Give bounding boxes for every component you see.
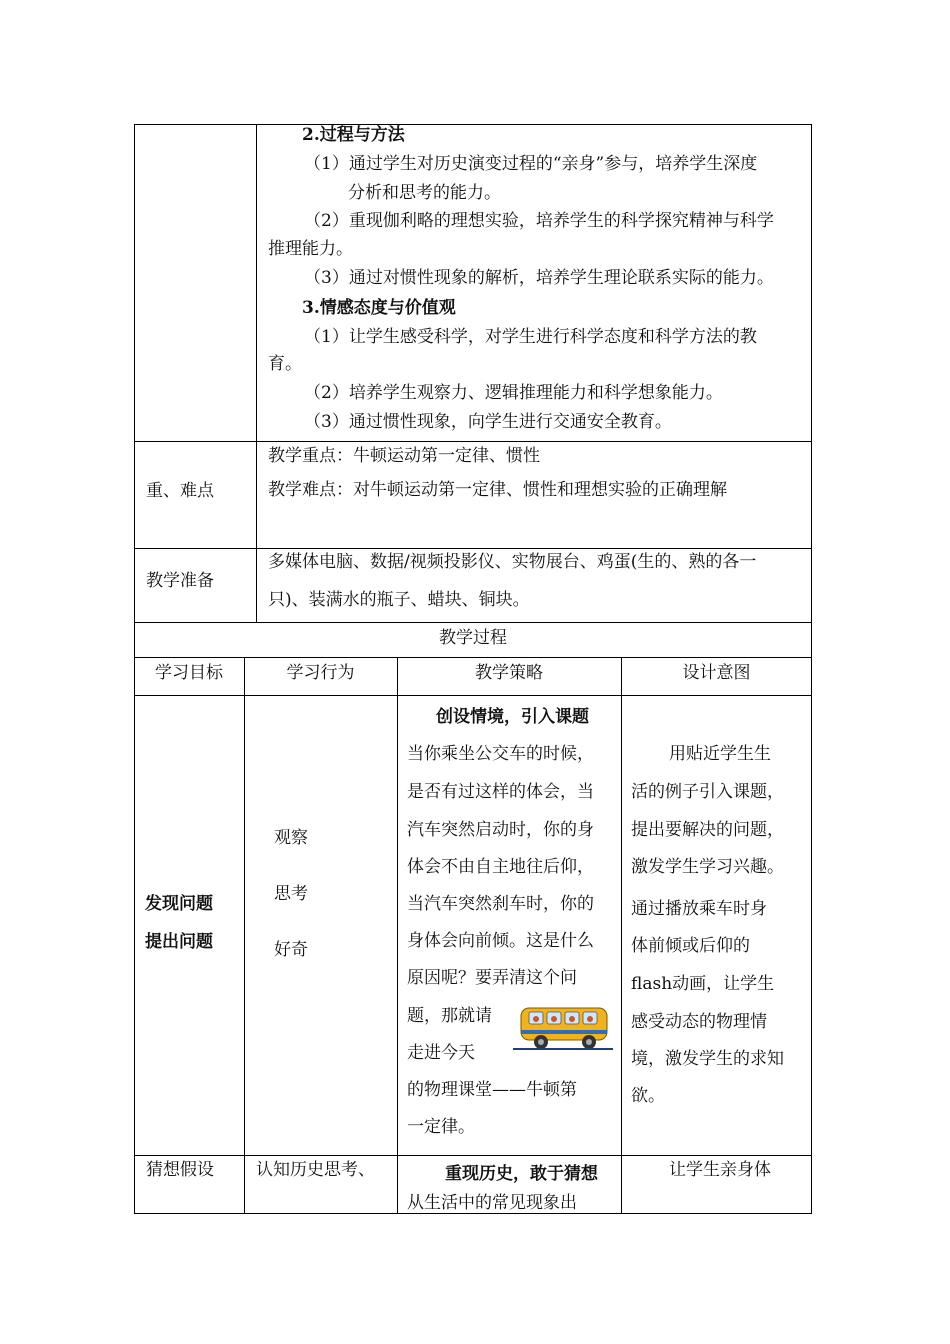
- strategy-line: 一定律。: [407, 1117, 475, 1137]
- strategy-line: 汽车突然启动时，你的身: [407, 820, 594, 840]
- strategy-line: 当汽车突然刹车时，你的: [407, 894, 594, 914]
- process-item: 分析和思考的能力。: [348, 183, 501, 203]
- heading-attitude-values: 3.情感态度与价值观: [302, 298, 456, 318]
- process-item: （3）通过对惯性现象的解析，培养学生理论联系实际的能力。: [304, 268, 774, 288]
- row-divider: [134, 441, 812, 442]
- intent-line: 让学生亲身体: [669, 1160, 771, 1180]
- key-points-label: 重、难点: [146, 481, 214, 501]
- intent-line: 境，激发学生的求知: [631, 1049, 784, 1069]
- behavior-item: 观察: [274, 828, 308, 848]
- behavior-item: 认知历史思考、: [256, 1160, 375, 1180]
- column-divider: [621, 657, 622, 1214]
- attitude-item: （3）通过惯性现象，向学生进行交通安全教育。: [304, 412, 672, 432]
- column-header-behavior: 学习行为: [286, 663, 355, 683]
- row-divider: [134, 657, 812, 658]
- strategy-line: 身体会向前倾。这是什么: [407, 931, 594, 951]
- strategy-line: 走进今天: [407, 1043, 475, 1063]
- column-header-strategy: 教学策略: [475, 663, 543, 683]
- row-divider: [134, 1155, 812, 1156]
- heading-process-method: 2.过程与方法: [302, 125, 405, 145]
- row-divider: [134, 622, 812, 623]
- intent-line: 激发学生学习兴趣。: [631, 857, 784, 877]
- row-divider: [134, 548, 812, 549]
- attitude-item: （1）让学生感受科学，对学生进行科学态度和科学方法的教: [304, 327, 757, 347]
- process-item: （1）通过学生对历史演变过程的“亲身”参与，培养学生深度: [304, 154, 758, 174]
- key-point-line: 教学难点：对牛顿运动第一定律、惯性和理想实验的正确理解: [268, 480, 727, 500]
- intent-line: 通过播放乘车时身: [631, 899, 767, 919]
- goal-text: 发现问题: [145, 894, 213, 914]
- column-divider: [397, 657, 398, 1214]
- attitude-item: （2）培养学生观察力、逻辑推理能力和科学想象能力。: [304, 383, 723, 403]
- intent-line: 感受动态的物理情: [631, 1012, 767, 1032]
- column-header-goal: 学习目标: [155, 663, 223, 683]
- strategy-line: 题，那就请: [407, 1006, 492, 1026]
- strategy-line: 体会不由自主地往后仰，: [407, 857, 594, 877]
- teaching-process-title: 教学过程: [439, 628, 507, 648]
- behavior-item: 好奇: [274, 940, 308, 960]
- strategy-line: 是否有过这样的体会，当: [407, 782, 594, 802]
- attitude-item: 育。: [268, 354, 302, 374]
- process-item: （2）重现伽利略的理想实验，培养学生的科学探究精神与科学: [304, 211, 774, 231]
- intent-line: 提出要解决的问题，: [631, 820, 784, 840]
- intent-line: 体前倾或后仰的: [631, 936, 750, 956]
- strategy-line: 从生活中的常见现象出: [407, 1193, 577, 1213]
- bus-illustration: [513, 1004, 613, 1052]
- strategy-line: 的物理课堂——牛顿第: [407, 1080, 577, 1100]
- intent-line: 活的例子引入课题，: [631, 782, 784, 802]
- strategy-line: 原因呢？要弄清这个问: [407, 968, 577, 988]
- behavior-item: 思考: [274, 884, 308, 904]
- process-item: 推理能力。: [268, 239, 353, 259]
- table-border-top: [134, 124, 812, 125]
- intent-line: 用贴近学生生: [669, 744, 771, 764]
- intent-line: 欲。: [631, 1086, 665, 1106]
- key-point-line: 教学重点：牛顿运动第一定律、惯性: [268, 446, 540, 466]
- preparation-line: 只)、装满水的瓶子、蜡块、铜块。: [268, 590, 530, 610]
- goal-text: 提出问题: [145, 932, 213, 952]
- strategy-heading: 创设情境，引入课题: [436, 707, 589, 727]
- goal-text: 猜想假设: [146, 1160, 214, 1180]
- preparation-label: 教学准备: [146, 571, 214, 591]
- column-divider: [244, 657, 245, 1214]
- intent-line: flash动画，让学生: [631, 974, 775, 994]
- row-divider: [134, 695, 812, 696]
- preparation-line: 多媒体电脑、数据/视频投影仪、实物展台、鸡蛋(生的、熟的各一: [268, 552, 757, 572]
- column-header-intent: 设计意图: [682, 663, 751, 683]
- strategy-line: 当你乘坐公交车的时候，: [407, 744, 594, 764]
- strategy-heading: 重现历史，敢于猜想: [445, 1164, 598, 1184]
